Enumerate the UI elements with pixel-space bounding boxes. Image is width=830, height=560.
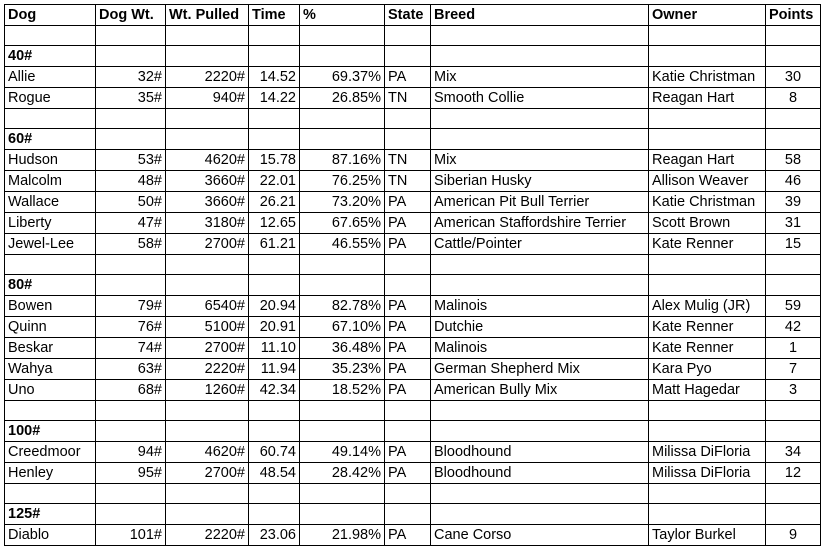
cell-dog: Diablo [5,525,96,546]
cell-percent: 49.14% [300,442,385,463]
empty-cell [249,275,300,296]
cell-dog-weight: 74# [96,338,166,359]
cell-breed: Siberian Husky [431,171,649,192]
empty-cell [96,46,166,67]
empty-cell [5,484,96,504]
cell-owner: Reagan Hart [649,88,766,109]
empty-cell [249,46,300,67]
cell-state: PA [385,67,431,88]
table-row [5,213,821,234]
cell-breed: American Staffordshire Terrier [431,213,649,234]
cell-dog-weight: 50# [96,192,166,213]
cell-dog: Uno [5,380,96,401]
empty-cell [166,109,249,129]
cell-points: 1 [766,338,821,359]
cell-dog-weight: 48# [96,171,166,192]
empty-cell [649,109,766,129]
cell-dog: Allie [5,67,96,88]
empty-cell [166,401,249,421]
cell-dog: Jewel-Lee [5,234,96,255]
empty-cell [300,109,385,129]
cell-state: PA [385,317,431,338]
cell-dog-weight: 35# [96,88,166,109]
table-row [5,338,821,359]
cell-percent: 21.98% [300,525,385,546]
empty-cell [385,401,431,421]
spacer-row [5,255,821,275]
cell-breed: American Pit Bull Terrier [431,192,649,213]
group-header-row [5,46,821,67]
table-row [5,442,821,463]
cell-time: 11.94 [249,359,300,380]
empty-cell [249,504,300,525]
empty-cell [766,46,821,67]
cell-dog-weight: 68# [96,380,166,401]
col-header-breed: Breed [431,5,649,26]
cell-state: PA [385,380,431,401]
cell-percent: 18.52% [300,380,385,401]
cell-time: 23.06 [249,525,300,546]
col-header-owner: Owner [649,5,766,26]
cell-time: 20.94 [249,296,300,317]
group-label: 100# [5,421,96,442]
cell-percent: 67.65% [300,213,385,234]
empty-cell [385,255,431,275]
cell-owner: Matt Hagedar [649,380,766,401]
empty-cell [166,255,249,275]
cell-dog: Bowen [5,296,96,317]
cell-points: 42 [766,317,821,338]
empty-cell [249,129,300,150]
col-header-dog: Dog [5,5,96,26]
cell-time: 48.54 [249,463,300,484]
cell-points: 34 [766,442,821,463]
cell-weight-pulled: 3180# [166,213,249,234]
cell-time: 22.01 [249,171,300,192]
empty-cell [96,401,166,421]
empty-cell [385,129,431,150]
cell-state: PA [385,192,431,213]
empty-cell [649,26,766,46]
cell-dog-weight: 53# [96,150,166,171]
cell-breed: Mix [431,67,649,88]
cell-state: TN [385,88,431,109]
empty-cell [300,255,385,275]
empty-cell [431,275,649,296]
table-row [5,171,821,192]
empty-cell [766,484,821,504]
empty-cell [649,504,766,525]
cell-owner: Allison Weaver [649,171,766,192]
group-header-row [5,275,821,296]
cell-dog: Rogue [5,88,96,109]
cell-weight-pulled: 2700# [166,234,249,255]
header-row [5,5,821,26]
cell-weight-pulled: 2220# [166,359,249,380]
empty-cell [249,26,300,46]
spacer-row [5,109,821,129]
cell-state: PA [385,296,431,317]
cell-owner: Alex Mulig (JR) [649,296,766,317]
cell-time: 20.91 [249,317,300,338]
empty-cell [649,255,766,275]
empty-cell [249,421,300,442]
empty-cell [766,26,821,46]
cell-time: 12.65 [249,213,300,234]
col-header-dog-weight: Dog Wt. [96,5,166,26]
spacer-row [5,26,821,46]
group-label: 80# [5,275,96,296]
cell-breed: Cane Corso [431,525,649,546]
results-table-body [5,5,821,546]
cell-breed: Cattle/Pointer [431,234,649,255]
table-row [5,192,821,213]
empty-cell [96,421,166,442]
col-header-percent: % [300,5,385,26]
cell-dog-weight: 76# [96,317,166,338]
table-row [5,234,821,255]
col-header-weight-pulled: Wt. Pulled [166,5,249,26]
empty-cell [300,421,385,442]
spacer-row [5,401,821,421]
cell-breed: German Shepherd Mix [431,359,649,380]
cell-percent: 67.10% [300,317,385,338]
cell-dog-weight: 95# [96,463,166,484]
cell-breed: Smooth Collie [431,88,649,109]
cell-time: 60.74 [249,442,300,463]
empty-cell [431,255,649,275]
cell-weight-pulled: 4620# [166,150,249,171]
cell-breed: Malinois [431,338,649,359]
cell-weight-pulled: 4620# [166,442,249,463]
table-row [5,463,821,484]
cell-owner: Scott Brown [649,213,766,234]
empty-cell [766,401,821,421]
group-header-row [5,129,821,150]
cell-breed: Bloodhound [431,442,649,463]
empty-cell [300,275,385,296]
cell-owner: Kara Pyo [649,359,766,380]
col-header-time: Time [249,5,300,26]
empty-cell [96,129,166,150]
cell-percent: 28.42% [300,463,385,484]
cell-time: 26.21 [249,192,300,213]
cell-breed: American Bully Mix [431,380,649,401]
cell-state: TN [385,150,431,171]
empty-cell [766,109,821,129]
table-row [5,296,821,317]
col-header-points: Points [766,5,821,26]
cell-weight-pulled: 2220# [166,525,249,546]
empty-cell [96,109,166,129]
cell-time: 42.34 [249,380,300,401]
cell-owner: Kate Renner [649,234,766,255]
cell-breed: Bloodhound [431,463,649,484]
cell-percent: 26.85% [300,88,385,109]
table-row [5,150,821,171]
cell-weight-pulled: 6540# [166,296,249,317]
spacer-row [5,484,821,504]
empty-cell [249,255,300,275]
cell-owner: Katie Christman [649,192,766,213]
empty-cell [166,421,249,442]
cell-points: 9 [766,525,821,546]
empty-cell [300,401,385,421]
cell-dog: Hudson [5,150,96,171]
empty-cell [96,255,166,275]
empty-cell [96,504,166,525]
empty-cell [385,26,431,46]
cell-weight-pulled: 940# [166,88,249,109]
cell-owner: Milissa DiFloria [649,442,766,463]
empty-cell [300,484,385,504]
empty-cell [5,26,96,46]
cell-points: 58 [766,150,821,171]
empty-cell [96,275,166,296]
cell-state: PA [385,359,431,380]
empty-cell [649,46,766,67]
cell-weight-pulled: 2700# [166,338,249,359]
table-row [5,359,821,380]
empty-cell [431,504,649,525]
cell-state: PA [385,338,431,359]
cell-dog: Creedmoor [5,442,96,463]
cell-state: TN [385,171,431,192]
empty-cell [96,484,166,504]
cell-points: 15 [766,234,821,255]
cell-points: 59 [766,296,821,317]
empty-cell [385,46,431,67]
cell-time: 14.52 [249,67,300,88]
cell-points: 31 [766,213,821,234]
cell-points: 7 [766,359,821,380]
cell-time: 11.10 [249,338,300,359]
empty-cell [5,109,96,129]
cell-dog: Liberty [5,213,96,234]
cell-points: 46 [766,171,821,192]
cell-percent: 76.25% [300,171,385,192]
empty-cell [649,129,766,150]
empty-cell [166,26,249,46]
cell-percent: 73.20% [300,192,385,213]
empty-cell [431,129,649,150]
empty-cell [300,26,385,46]
cell-breed: Mix [431,150,649,171]
empty-cell [96,26,166,46]
table-row [5,317,821,338]
cell-state: PA [385,234,431,255]
empty-cell [385,484,431,504]
table-row [5,67,821,88]
empty-cell [166,504,249,525]
cell-percent: 46.55% [300,234,385,255]
cell-time: 61.21 [249,234,300,255]
cell-dog-weight: 47# [96,213,166,234]
table-row [5,88,821,109]
cell-dog-weight: 63# [96,359,166,380]
cell-weight-pulled: 2220# [166,67,249,88]
empty-cell [166,484,249,504]
cell-state: PA [385,463,431,484]
empty-cell [166,46,249,67]
group-label: 60# [5,129,96,150]
group-label: 125# [5,504,96,525]
empty-cell [431,46,649,67]
cell-points: 12 [766,463,821,484]
cell-state: PA [385,213,431,234]
empty-cell [766,129,821,150]
cell-dog: Quinn [5,317,96,338]
empty-cell [649,401,766,421]
cell-owner: Taylor Burkel [649,525,766,546]
cell-percent: 82.78% [300,296,385,317]
empty-cell [385,421,431,442]
cell-time: 14.22 [249,88,300,109]
empty-cell [649,421,766,442]
empty-cell [5,401,96,421]
empty-cell [649,275,766,296]
results-table [4,4,821,546]
cell-percent: 69.37% [300,67,385,88]
cell-weight-pulled: 3660# [166,171,249,192]
cell-points: 8 [766,88,821,109]
group-header-row [5,421,821,442]
cell-breed: Dutchie [431,317,649,338]
empty-cell [431,401,649,421]
cell-state: PA [385,525,431,546]
cell-dog-weight: 101# [96,525,166,546]
empty-cell [649,484,766,504]
cell-points: 30 [766,67,821,88]
empty-cell [766,255,821,275]
empty-cell [249,401,300,421]
empty-cell [300,46,385,67]
empty-cell [385,275,431,296]
cell-dog: Henley [5,463,96,484]
cell-owner: Katie Christman [649,67,766,88]
cell-time: 15.78 [249,150,300,171]
cell-owner: Reagan Hart [649,150,766,171]
cell-dog-weight: 58# [96,234,166,255]
cell-points: 39 [766,192,821,213]
empty-cell [166,129,249,150]
table-row [5,380,821,401]
cell-state: PA [385,442,431,463]
empty-cell [431,484,649,504]
empty-cell [300,504,385,525]
empty-cell [431,26,649,46]
cell-points: 3 [766,380,821,401]
cell-owner: Milissa DiFloria [649,463,766,484]
cell-percent: 87.16% [300,150,385,171]
cell-dog: Wallace [5,192,96,213]
cell-dog: Beskar [5,338,96,359]
empty-cell [300,129,385,150]
empty-cell [766,504,821,525]
empty-cell [766,421,821,442]
cell-dog-weight: 79# [96,296,166,317]
cell-weight-pulled: 5100# [166,317,249,338]
empty-cell [766,275,821,296]
empty-cell [5,255,96,275]
empty-cell [431,109,649,129]
empty-cell [385,504,431,525]
cell-breed: Malinois [431,296,649,317]
cell-dog: Malcolm [5,171,96,192]
empty-cell [166,275,249,296]
col-header-state: State [385,5,431,26]
empty-cell [249,484,300,504]
cell-owner: Kate Renner [649,338,766,359]
group-header-row [5,504,821,525]
cell-weight-pulled: 2700# [166,463,249,484]
cell-percent: 36.48% [300,338,385,359]
cell-weight-pulled: 1260# [166,380,249,401]
cell-owner: Kate Renner [649,317,766,338]
table-row [5,525,821,546]
empty-cell [385,109,431,129]
cell-percent: 35.23% [300,359,385,380]
empty-cell [431,421,649,442]
cell-dog: Wahya [5,359,96,380]
group-label: 40# [5,46,96,67]
cell-weight-pulled: 3660# [166,192,249,213]
empty-cell [249,109,300,129]
cell-dog-weight: 94# [96,442,166,463]
cell-dog-weight: 32# [96,67,166,88]
